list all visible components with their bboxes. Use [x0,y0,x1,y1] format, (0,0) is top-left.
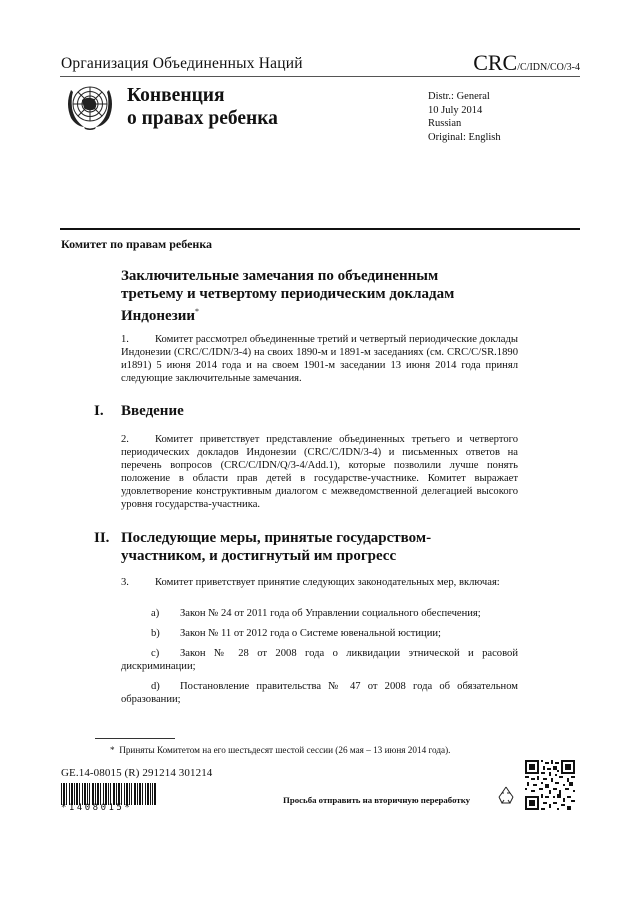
section-title: Последующие меры, принятые государством-участником, и достигнутый им прогресс [121,530,432,564]
paragraph-number: 1. [121,334,129,345]
section-number: I. [94,403,104,419]
footnote-mark: * [110,745,115,755]
paragraph-3 [121,576,518,589]
convention-line-1: Конвенция [127,85,225,106]
barcode-number: *1408015* [61,803,133,813]
title-line-2: третьему и четвертому периодическим докладам [121,285,455,302]
item-text: Закон № 28 от 2008 года о ликвидации этнической и расовой дискриминации; [121,648,518,672]
convention-title [127,84,278,130]
item-label: c) [151,648,160,659]
paragraph-1 [121,333,518,385]
distr-general: Distr.: General [428,91,490,102]
un-emblem-icon [62,80,118,132]
section-heading-1 [94,402,491,420]
paragraph-2 [121,433,518,511]
committee-name: Комитет по правам ребенка [61,237,213,251]
symbol-suffix: /C/IDN/CO/3-4 [517,62,580,73]
barcode-icon [61,783,156,805]
document-symbol [473,50,580,76]
header-thick-rule [60,228,580,230]
item-label: b) [151,628,160,639]
measure-item-a [121,607,518,620]
section-number: II. [94,530,110,546]
symbol-main: CRC [473,50,518,75]
measure-item-b [121,627,518,640]
title-footnote-mark[interactable]: * [195,307,200,316]
convention-line-2: о правах ребенка [127,108,278,129]
item-text: Закон № 24 от 2011 года об Управлении социального обеспечения; [180,608,481,619]
item-label: d) [151,681,160,692]
section-heading-2 [94,529,491,565]
section-title: Введение [121,403,184,419]
footnote-rule [95,738,175,739]
footnote-text: Приняты Комитетом на его шестьдесят шестой сессии (26 мая – 13 июня 2014 года). [119,745,451,755]
item-label: a) [151,608,160,619]
recycle-notice: Просьба отправить на вторичную переработку [283,795,471,805]
paragraph-text: Комитет рассмотрел объединенные третий и четвертый периодические доклады Индонезии (CRC/C/IDN/3-4) на своих 1890-м и 1891-м заседаниях (см. CRC/C/SR.1890 и1891) 5 июня 2014 года и на своем 1901-м заседании 13 июня 2014 года принял следующие заключительные замечания. [121,334,518,384]
qr-code-icon [525,760,575,810]
footnote [110,745,450,755]
header-rule [60,76,580,77]
paragraph-text: Комитет приветствует принятие следующих законодательных мер, включая: [155,577,500,588]
document-title [121,268,541,326]
organization-name: Организация Объединенных Наций [61,55,303,72]
item-text: Постановление правительства № 47 от 2008 года об обязательном образовании; [121,681,518,705]
language: Russian [428,118,462,129]
paragraph-text: Комитет приветствует представление объединенных третьего и четвертого периодических докладов Индонезии (CRC/C/IDN/3-4) и письменных ответов на перечень вопросов (CRC/C/IDN/Q/3-4/Add.1), которые позволили лучше понять положение в области прав детей в государстве-участнике. Комитет выражает удовлетворение конструктивным диалогом с межведомственной делегацией высокого уровня государства-участника. [121,434,518,510]
title-line-1: Заключительные замечания по объединенным [121,268,439,284]
paragraph-number: 3. [121,577,129,588]
original-language: Original: English [428,131,501,143]
item-text: Закон № 11 от 2012 года о Системе ювенальной юстиции; [180,628,441,639]
measure-item-d [121,680,518,706]
recycle-icon [495,784,517,806]
title-line-3: Индонезии [121,308,196,324]
paragraph-number: 2. [121,434,129,445]
measure-item-c [121,647,518,673]
document-reference: GE.14-08015 (R) 291214 301214 [61,767,213,779]
issue-date: 10 July 2014 [428,104,483,116]
distribution-block [428,90,501,144]
